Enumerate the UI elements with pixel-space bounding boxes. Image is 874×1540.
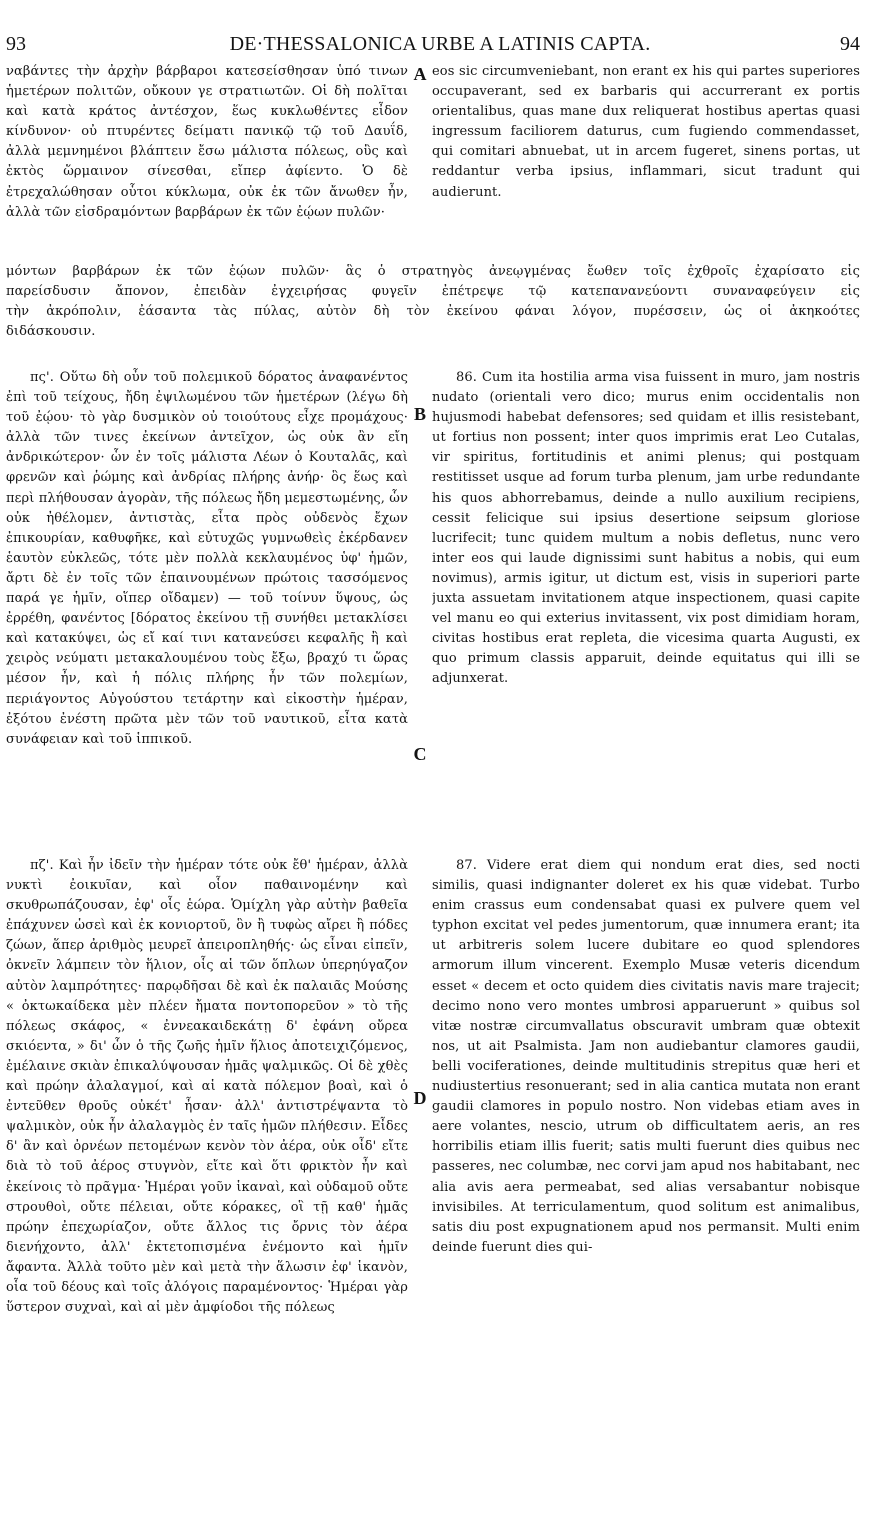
page-number-right: 94: [840, 33, 860, 55]
margin-marker-a: A: [413, 64, 427, 84]
greek-paragraph-86: πς'. Οὕτω δὴ οὖν τοῦ πολεμικοῦ δόρατος ἀναφανέντος ἐπὶ τοῦ τείχους, ἤδη ἐψιλωμένου τῶν ἡμετέρων (λέγω δὴ τοῦ ἐῴου· τὸ γὰρ δυσμικὸν οὐ τοιούτους εἶχε προμάχους· ἀλλὰ τῶν τινες ἐκείνων ἀντεῖχον, ὡς οὐκ ἂν εἴη ἀνδρικώτερον· ὧν ἐν τοῖς μάλιστα Λέων ὁ Κουταλᾶς, καὶ φρενῶν καὶ ῥώμης καὶ ἀνδρίας πλήρης ἀνήρ· ὃς ἕως καὶ περὶ πλήθουσαν ἀγορὰν, τῆς πόλεως ἤδη μεμεστωμένης, ὧν οὐκ ἠθέλομεν, ἀντιστὰς, εἶτα πρὸς οὐδενὸς ἔχων ἐπικουρίαν, καθυφῆκε, καὶ εὐτυχῶς γυμνωθεὶς ἐκέρδανεν ἑαυτὸν εὐκλεῶς, τότε μὲν πολλὰ κεκλαυμένος ὑφ' ἡμῶν, ἄρτι δὲ ἐν τοῖς τῶν ἐπαινουμένων πρώτοις τασσόμενος παρά γε ἡμῖν, οἵπερ οἴδαμεν) — τοῦ τοίνυν ὕψους, ὡς ἐρρέθη, φανέντος [δόρατος ἐκείνου τῇ συνήθει μετακλίσει καὶ κατακύψει, ὡς εἴ καί τινι κατανεύσει κεφαλῆς ἢ καὶ χειρὸς νεύματι μετακαλουμένου τοὺς ἔξω, βραχύ τι ὥρας μέσον ἦν, καὶ ἡ πόλις πλήρης ἦν τῶν πολεμίων, περιάγοντος Αὐγούστου τετάρτην καὶ εἰκοστὴν ἡμέραν, ἐξότου ἐνέστη πρῶτα μὲν τῶν τοῦ ναυτικοῦ, εἶτα κατὰ συνάφειαν καὶ τοῦ ἱππικοῦ.: [6, 370, 408, 747]
fullwidth-line: τὴν ἀκρόπολιν, ἐάσαντα τὰς πύλας, αὐτὸν δὴ τὸν ἐκείνου φάναι λόγον, πυρέσσειν, ὡς οἱ ἀκηκοότες: [6, 304, 860, 320]
fullwidth-line: μόντων βαρβάρων ἐκ τῶν ἐῴων πυλῶν· ἃς ὁ στρατηγὸς ἀνεῳγμένας ἔωθεν τοῖς ἐχθροῖς ἐχαρίσατο εἰς: [6, 264, 860, 279]
fullwidth-line: παρείσδυσιν ἄπονον, ἐπειδὰν ἐγχειρήσας φυγεῖν ἐπέτρεψε τῷ κατεπανανεύοντι συναναφεύγειν εἰς: [6, 284, 860, 300]
page-number-left: 93: [6, 33, 26, 55]
greek-paragraph-continuation: ναβάντες τὴν ἀρχὴν βάρβαροι κατεσείσθησαν ὑπό τινων ἡμετέρων πολιτῶν, οὔκουν γε στρατιωτῶν. Οἱ δὴ πολῖται καὶ κατὰ κράτος ἀντέσχον, ἕως κυκλωθέντες εἶδον κίνδυνον· οὐ πτυρέντες δείματι πανικῷ τῷ τοῦ Δαυΐδ, ἀλλὰ μεμνημένοι βλάπτειν ἔσω μάλιστα πόλεως, οὓς καὶ ἐκτὸς ὥρμαινον σίνεσθαι, εἴπερ ἀφίεντο. Ὁ δὲ ἐτρεχαλώθησαν οὗτοι κύκλωμα, οὐκ ἐκ τῶν ἄνωθεν ἦν, ἀλλὰ τῶν εἰσδραμόντων βαρβάρων ἐκ τῶν ἐῴων πυλῶν·: [6, 64, 408, 220]
margin-marker-d: D: [413, 1088, 427, 1108]
fullwidth-line: διδάσκουσιν.: [6, 324, 96, 340]
margin-marker-c: C: [413, 744, 427, 764]
greek-paragraph-87: πζ'. Καὶ ἦν ἰδεῖν τὴν ἡμέραν τότε οὐκ ἔθ' ἡμέραν, ἀλλὰ νυκτὶ ἐοικυῖαν, καὶ οἷον παθαινομένην καὶ σκυθρωπάζουσαν, ἐφ' οἷς ἑώρα. Ὁμίχλη γὰρ αὐτὴν βαθεῖα ἐπάχυνεν ὡσεὶ καὶ ἐκ κονιορτοῦ, ὃν ἢ τυφὼς αἴρει ἢ πόδες ζώων, ἅπερ ἀριθμὸς μευρεῖ ἀπειροπληθής· ὡς εἶναι εἰπεῖν, ὀκνεῖν λάμπειν τὸν ἥλιον, οἷς αἱ τῶν ὅπλων ὑπερηύγαζον αὐτὸν λαμπρότητες· παρῳδῆσαι δὲ καὶ ἐκ παλαιᾶς Μούσης « ὀκτωκαίδεκα μὲν πλέεν ἤματα ποντοπορεῦον » τὸ τῆς πόλεως σκάφος, « ἐννεακαιδεκάτῃ δ' ἐφάνη οὔρεα σκιόεντα, » δι' ὧν ὁ τῆς ζωῆς ἡμῖν ἥλιος ἀποτειχιζόμενος, ἐμέλαινε σκιὰν ἐπικαλύψουσαν ἡμᾶς ψαλμικῶς. Οἱ δὲ χθὲς καὶ πρώην ἀλαλαγμοί, καὶ αἱ κατὰ πόλεμον βοαὶ, καὶ ὁ ἐντεῦθεν θροῦς οὐκέτ' ἦσαν· ἀλλ' ἀντιστρέψαντα τὸ ψαλμικὸν, οὐκ ἦν ἀλαλαγμὸς ἐν ταῖς ἡμῶν πλήθεσιν. Εἶδες δ' ἂν καὶ ὀρνέων πετομένων κενὸν τὸν ἀέρα, οὐκ οἶδ' εἴτε διὰ τὸ τοῦ ἀέρος στυγνὸν, εἴτε καὶ ὅτι φρικτὸν ἦν καὶ ἐκείνοις τὸ πρᾶγμα· Ἡμέραι γοῦν ἱκαναὶ, καὶ οὐδαμοῦ οὔτε στρουθοὶ, οὔτε πέλειαι, οὔτε κόρακες, οἳ τῇ καθ' ἡμᾶς πρώην ἐπεχωρίαζον, οὔτε ἄλλος τις ὄρνις τὸν ἀέρα διενήχοντο, ἀλλ' ἐκτετοπισμένα ἐνέμοντο καὶ ἡμῖν ἄφαντα. Ἀλλὰ τοῦτο μὲν καὶ μετὰ τὴν ἅλωσιν ἐφ' ἱκανὸν, οἷα τοῦ δέους καὶ τοῖς ἀλόγοις παραμένοντος· Ἡμέραι γὰρ ὕστερον συχναὶ, καὶ αἱ μὲν ἀμφίοδοι τῆς πόλεως: [6, 858, 408, 1316]
latin-paragraph-continuation: eos sic circumveniebant, non erant ex his qui partes superiores occupaverant, sed ex barbaris qui accurrerant ex portis orientalibus, quas mane dux reliquerat hostibus apertas quasi ingressum faciliorem daturus, cum fugiendo commendasset, qui comitari abnuebat, ut in arcem fugeret, sinens portas, ut reddantur verba ipsius, inflammari, sicut tradunt qui audierunt.: [432, 64, 860, 200]
margin-marker-b: B: [413, 404, 426, 424]
latin-paragraph-87: 87. Videre erat diem qui nondum erat dies, sed nocti similis, quasi indignanter doleret ex his quæ videbat. Turbo enim crassus eum condensabat quasi ex pulvere quem vel typhon excitat vel pedes jumentorum, quæ innumera erant; ita ut arbitreris solem lucere dubitare eo quod splendores armorum illum vincerent. Exemplo Musæ veteris dicendum esset « decem et octo quidem dies civitatis navis mare trajecit; decimo nono vero montes umbrosi apparuerunt » quibus sol vitæ nostræ circumvallatus obscuravit umbram quæ obtexit nos, ut ait Psalmista. Jam non audiebantur clamores gaudii, belli vociferationes, deinde multitudinis strepitus quæ heri et nudiustertius resonuerant; sed in alia cantica mutata non erant gaudii clamores in populo nostro. Non videbas etiam aves in aere volantes, nescio, utrum ob difficultatem aeris, an res horribilis etiam illis fuerit; satis multi fuerunt dies quibus nec passeres, nec columbæ, nec corvi jam apud nos habitabant, nec alia avis aera permeabat, sed alias versabantur nobisque invisibiles. At terriculamentum, quod solitum est animalibus, satis diu post expugnationem apud nos permansit. Multi enim deinde fuerunt dies qui-: [432, 858, 860, 1255]
running-title: DE·THESSALONICA URBE A LATINIS CAPTA.: [229, 33, 651, 55]
greek-fullwidth-lines: [6, 262, 860, 342]
latin-paragraph-86: 86. Cum ita hostilia arma visa fuissent in muro, jam nostris nudato (orientali vero dico; murus enim occidentalis non hujusmodi habebat defensores; sed quidam et illis resistebant, ut fortius non possent; inter quos imprimis erat Leo Cutalas, vir spiritus, fortitudinis et animi plenus; qui postquam restitisset usque ad forum turba plenum, jam urbe redundante his quos abhorrebamus, deinde a nullo auxilium recipiens, cessit felicique sui ipsius desertione seipsum gloriose lucrifecit; tunc quidem multum a nobis defletus, nunc vero inter eos qui laude dignissimi sunt habitus a nobis, qui eum novimus), armis igitur, ut dictum est, visis in superiori parte juxta assuetam invitationem atque inspectionem, quasi capite vel manu eo qui exterius invitassent, vix post dimidiam horam, civitas hostibus erat repleta, die vicesima quarta Augusti, ex quo primum classis apparuit, deinde equitatus qui illi se adjunxerat.: [432, 370, 860, 687]
